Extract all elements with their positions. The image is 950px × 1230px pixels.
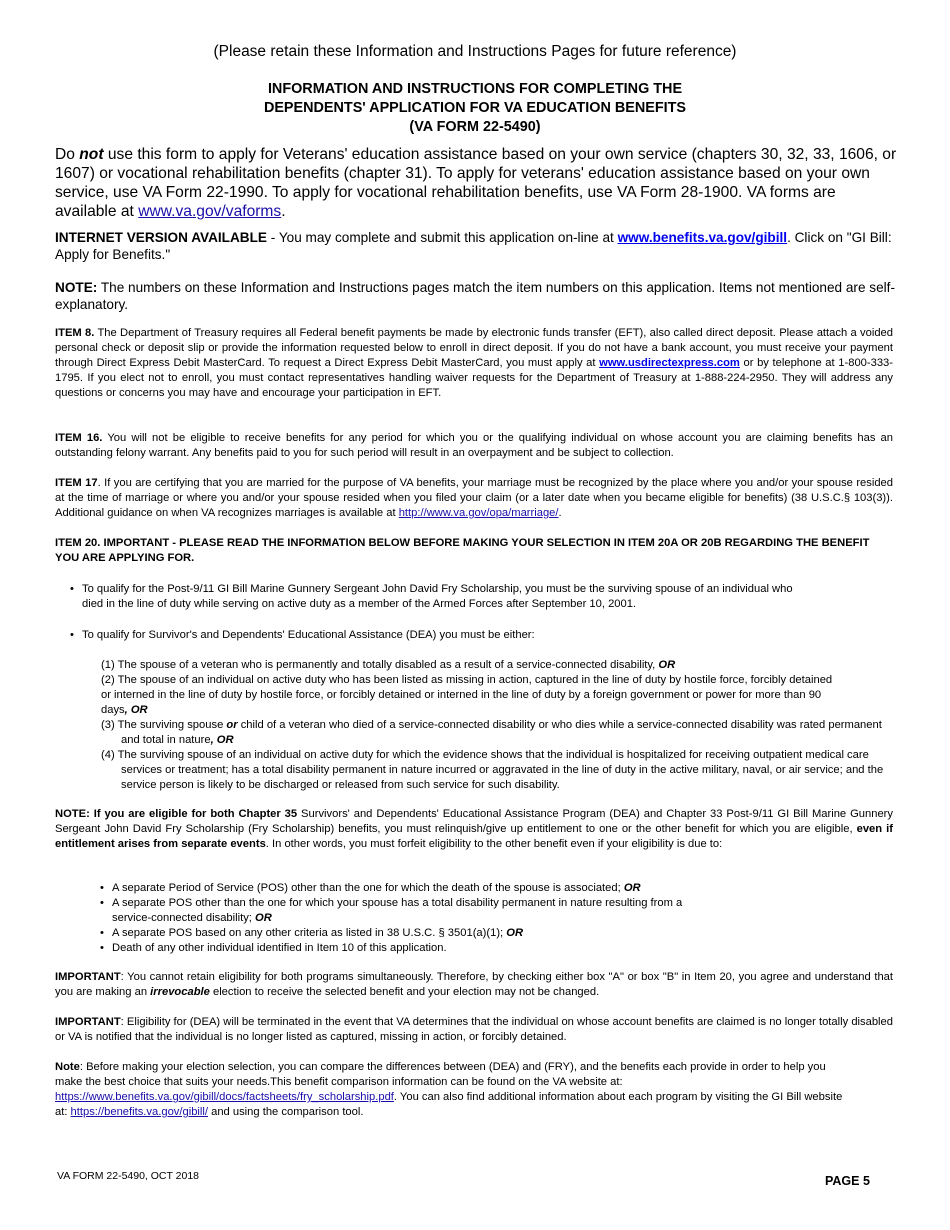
pos-bullet-4: • Death of any other individual identified in Item 10 of this application. [112, 941, 712, 956]
intro-do: Do [55, 146, 80, 163]
dea-bullet: • To qualify for Survivor's and Dependents' Educational Assistance (DEA) you must be either: [82, 628, 802, 643]
retain-note: (Please retain these Information and Instructions Pages for future reference) [213, 43, 737, 60]
pos-bullet-3: • A separate POS based on any other criteria as listed in 38 U.S.C. § 3501(a)(1); OR [112, 926, 712, 941]
condition-1: (1) The spouse of a veteran who is permanently and totally disabled as a result of a service-connected disability, OR [101, 659, 676, 671]
title-line-2: DEPENDENTS' APPLICATION FOR VA EDUCATION BENEFITS [263, 100, 687, 116]
usdirectexpress-link[interactable]: www.usdirectexpress.com [599, 357, 740, 369]
marriage-link[interactable]: http://www.va.gov/opa/marriage/ [398, 507, 559, 519]
pos-bullet-1: • A separate Period of Service (POS) other than the one for which the death of the spouse is associated; OR [112, 881, 712, 896]
item-16-label: ITEM 16. [55, 432, 103, 444]
item-17-label: ITEM 17 [55, 477, 98, 489]
vaforms-link[interactable]: www.va.gov/vaforms [138, 203, 282, 220]
fry-bullet: • To qualify for the Post-9/11 GI Bill Marine Gunnery Sergeant John David Fry Scholarship, you must be the surviving spouse of an individual who died in the line of duty while serving on active duty as a member of the Armed Forces after September 10, 2001. [82, 582, 802, 612]
title-line-1: INFORMATION AND INSTRUCTIONS FOR COMPLETING THE [267, 81, 683, 97]
item-17: ITEM 17. If you are certifying that you are married for the purpose of VA benefits, your marriage must be recognized by the place where you and/or your spouse resided at the time of marriage or where you and/or your spouse resided when you filed your claim (or a later date when you became eligible for benefits) (38 U.S.C.§ 103(3)). Additional guidance on when VA recognizes marriages is available at http://www.va.gov/opa/marriage/. [55, 477, 894, 519]
note-both-label: NOTE: If you are eligible for both Chapter 35 [55, 808, 298, 820]
condition-2: (2) The spouse of an individual on active duty who has been listed as missing in action, captured in the line of duty by hostile force, forcibly detained or interned in the line of duty by hostile force, or forcibly detained or interned in the line of duty by a foreign government or power for more than 90 days, OR [101, 674, 833, 716]
condition-3: (3) The surviving spouse or child of a veteran who died of a service-connected disability or who dies while a service-connected disability was rated permanent and total in nature, OR [101, 719, 882, 746]
important-irrevocable: IMPORTANT: You cannot retain eligibility for both programs simultaneously. Therefore, by checking either box "A" or box "B" in Item 20, you agree and understand that you are making an irrevocable election to receive the selected benefit and your election may not be changed. [55, 971, 893, 998]
fry-factsheet-link[interactable]: https://www.benefits.va.gov/gibill/docs/factsheets/fry_scholarship.pdf [55, 1091, 394, 1103]
note-both-chapters: NOTE: If you are eligible for both Chapter 35 Survivors' and Dependents' Educational Assistance Program (DEA) and Chapter 33 Post-9/11 GI Bill Marine Gunnery Sergeant John David Fry Scholarship (Fry Scholarship) benefits, you must relinquish/give up entitlement to one or the other benefit for which you are eligible, even if entitlement arises from separate events. In other words, you must forfeit eligibility to the other benefit even if your eligibility is due to: [55, 808, 893, 850]
item-8-label: ITEM 8. [55, 327, 95, 339]
title-line-3: (VA FORM 22-5490) [409, 119, 541, 135]
internet-version-paragraph: INTERNET VERSION AVAILABLE - You may complete and submit this application on-line at www.benefits.va.gov/gibill. Click on "GI Bill: Apply for Benefits." [55, 230, 892, 262]
gibill-link[interactable]: www.benefits.va.gov/gibill [617, 230, 788, 245]
intro-text: use this form to apply for Veterans' education assistance based on your own service (chapters 30, 32, 33, 1606, or 1607) or vocational rehabilitation benefits (chapter 31). To apply for veterans' education assistance based on your own service, use VA Form 22-1990. To apply for vocational rehabilitation benefits, use VA Form 28-1900. VA forms are available at [55, 146, 897, 220]
item-16: ITEM 16. You will not be eligible to receive benefits for any period for which you or the qualifying individual on whose account you are claiming benefits has an outstanding felony warrant. Any benefits paid to you for such period will result in an overpayment and be subject to collection. [55, 432, 893, 459]
pos-bullet-2: • A separate POS other than the one for which your spouse has a total disability permanent in nature resulting from a service-connected disability; OR [112, 896, 712, 926]
note-label: NOTE: [55, 280, 98, 295]
note-paragraph: NOTE: The numbers on these Information and Instructions pages match the item numbers on this application. Items not mentioned are self-explanatory. [55, 280, 895, 312]
intro-paragraph: Do not use this form to apply for Veterans' education assistance based on your own service (chapters 30, 32, 33, 1606, or 1607) or vocational rehabilitation benefits (chapter 31). To apply for veterans' education assistance based on your own service, use VA Form 22-1990. To apply for vocational rehabilitation benefits, use VA Form 28-1900. VA forms are available at www.va.gov/vaforms. [55, 146, 897, 220]
intro-not: not [79, 146, 104, 163]
page-number: PAGE 5 [825, 1174, 870, 1188]
important-termination: IMPORTANT: Eligibility for (DEA) will be terminated in the event that VA determines that the individual on whose account benefits are claimed is no longer totally disabled or VA is notified that the individual is no longer listed as captured, missing in action, or forcibly detained. [55, 1016, 893, 1043]
item-8: ITEM 8. The Department of Treasury requires all Federal benefit payments be made by electronic funds transfer (EFT), also called direct deposit. Please attach a voided personal check or deposit slip or provide the information requested below to enroll in direct deposit. If you do not have a bank account, you must receive your payment through Direct Express Debit MasterCard. To request a Direct Express Debit MasterCard, you must apply at www.usdirectexpress.com or by telephone at 1-800-333-1795. If you elect not to enroll, you must contact representatives handling waiver requests for the Department of Treasury at 1-888-224-2950. They will address any questions or concerns you may have and encourage your participation in EFT. [55, 327, 894, 399]
condition-4: (4) The surviving spouse of an individual on active duty for which the evidence shows that the individual is hospitalized for receiving outpatient medical care services or treatment; has a total disability permanent in nature incurred or aggravated in the line of duty in the active military, naval, or air service; and the service person is likely to be discharged or released from such service for such disability. [101, 749, 884, 791]
item-20-heading: ITEM 20. IMPORTANT - PLEASE READ THE INFORMATION BELOW BEFORE MAKING YOUR SELECTION IN ITEM 20A OR 20B REGARDING THE BENEFIT YOU ARE APPLYING FOR. [55, 537, 870, 564]
form-number: VA FORM 22-5490, OCT 2018 [57, 1170, 200, 1182]
internet-label: INTERNET VERSION AVAILABLE [55, 230, 267, 245]
page-title [0, 80, 950, 137]
note-comparison: Note: Before making your election selection, you can compare the differences between (DEA) and (FRY), and the benefits each provide in order to help you make the best choice that suits your needs.This benefit comparison information can be found on the VA website at: https://www.benefits.va.gov/gibill/docs/factsheets/fry_scholarship.pdf. You can also find additional information about each program by visiting the GI Bill website at: https://benefits.va.gov/gibill/ and using the comparison tool. [55, 1061, 843, 1118]
gibill-website-link[interactable]: https://benefits.va.gov/gibill/ [70, 1106, 208, 1118]
